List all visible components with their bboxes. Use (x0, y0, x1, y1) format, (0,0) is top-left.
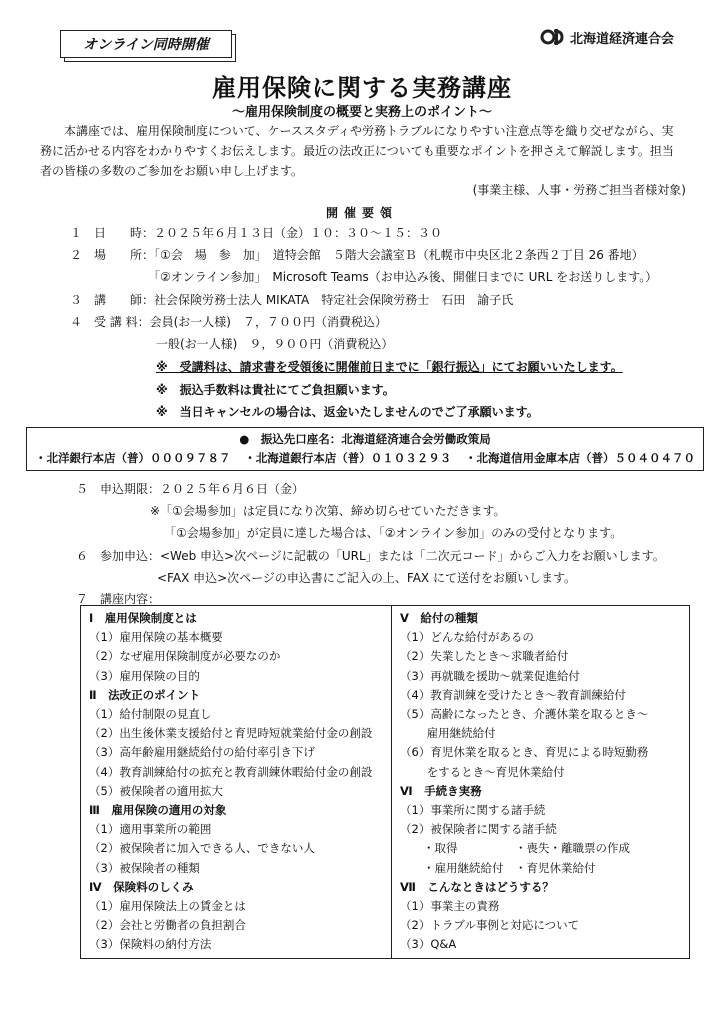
course-section-heading: Ⅰ 雇用保険制度とは (89, 611, 197, 625)
bank-account: ・北海道信用金庫本店（普）５０４０４７０ (465, 451, 695, 465)
course-item: （3）高年齢雇用継続給付の給付率引き下げ (89, 745, 315, 760)
course-item: （1）事業所に関する諸手続 (400, 803, 546, 817)
fee-row-2: 一般(お一人様) ９，９００円（消費税込） (156, 337, 394, 351)
course-item: （5）高齢になったとき、介護休業を取るとき～ (400, 707, 649, 721)
course-item: （2）なぜ雇用保険制度が必要なのか (89, 649, 281, 664)
course-section-heading: Ⅳ 保険料のしくみ (89, 879, 194, 894)
course-item: （1）給付制限の見直し (89, 707, 212, 721)
course-section-heading: Ⅲ 雇用保険の適用の対象 (89, 803, 227, 817)
course-item: （2）失業したとき～求職者給付 (400, 649, 569, 664)
place-row-2: 「②オンライン参加」 Microsoft Teams（お申込み後、開催日までに URL をお送りします。） (148, 270, 658, 284)
course-item: （3）保険料の納付方法 (89, 937, 212, 952)
fee-row-1: ４ 受 講 料：会員(お一人様) ７，７００円（消費税込） (70, 315, 387, 329)
course-item: （1）どんな給付があるの (400, 630, 534, 645)
course-item: （5）被保険者の適用拡大 (89, 783, 223, 798)
bank-account-box (26, 427, 704, 471)
course-item: （3）雇用保険の目的 (89, 668, 200, 683)
lecturer-row: ３ 講 師：社会保険労務士法人 MIKATA 特定社会保険労務士 石田 諭子氏 (70, 293, 514, 307)
course-item: 雇用継続給付 (400, 726, 496, 741)
course-table (80, 605, 690, 959)
bank-account: ・北洋銀行本店（普）０００９７８７ (35, 451, 231, 465)
logo-text: 北海道経済連合会 (569, 31, 674, 47)
course-item: （6）育児休業を取るとき、育児による時短勤務 (400, 745, 649, 760)
course-section-heading: Ⅱ 法改正のポイント (89, 687, 201, 702)
course-section-heading: Ⅶ こんなときはどうする？ (400, 879, 554, 894)
apply-row-2: <FAX 申込>次ページの申込書にご記入の上、FAX にて送付をお願いします。 (157, 571, 577, 585)
course-item: ・取得 ・喪失・離職票の作成 (400, 841, 630, 856)
course-column-left (81, 606, 392, 958)
course-label: ７ 講座内容： (76, 592, 161, 606)
course-item: （3）被保険者の種類 (89, 860, 200, 875)
course-item: （2）被保険者に加入できる人、できない人 (89, 841, 315, 856)
course-item: （1）適用事業所の範囲 (89, 822, 212, 837)
course-item: （1）雇用保険法上の賃金とは (89, 899, 246, 913)
note-cancel: ※ 当日キャンセルの場合は、返金いたしませんのでご了承願います。 (156, 405, 539, 419)
course-item: ・雇用継続給付 ・育児休業給付 (400, 860, 596, 875)
course-item: （3）Q&A (400, 937, 457, 952)
intro-paragraph: 本講座では、雇用保険制度について、ケーススタディや労務トラブルになりやすい注意点等を織り交ぜながら、実務に活かせる内容をわかりやすくお伝えします。最近の法改正についても重要なポイントを押さえて解説します。担当者の皆様の多数のご参加をお願い申し上げます。 (40, 124, 674, 178)
bank-accounts (27, 450, 703, 466)
place-row-1: ２ 場 所：「①会 場 参 加」 道特会館 ５階大会議室Ｂ（札幌市中央区北２条西２丁目 26 番地） (70, 248, 644, 262)
bank-title: ● 振込先口座名：北海道経済連合会労働政策局 (239, 432, 491, 446)
course-item: （2）出生後休業支援給付と育児時短就業給付金の創設 (89, 726, 373, 741)
apply-row-1: ６ 参加申込：<Web 申込>次ページに記載の「URL」または「二次元コード」からご入力をお願いします。 (76, 549, 665, 563)
note-payment: ※ 受講料は、請求書を受領後に開催前日までに「銀行振込」にてお願いいたします。 (156, 360, 623, 374)
date-row: １ 日 時：２０２５年６月１３日（金）１０：３０～１５：３０ (70, 226, 443, 240)
course-item: （2）会社と労働者の負担割合 (89, 918, 246, 933)
section-heading: 開催要領 (325, 206, 398, 220)
course-item: （1）雇用保険の基本概要 (89, 630, 223, 645)
course-item: （3）再就職を援助～就業促進給付 (400, 668, 580, 683)
target-audience: (事業主様、人事・労務ご担当者様対象) (472, 183, 686, 197)
organization-logo (540, 27, 674, 47)
course-item: をするとき～育児休業給付 (400, 764, 565, 779)
page-subtitle: ～雇用保険制度の概要と実務上のポイント～ (231, 105, 492, 120)
course-column-right (392, 606, 689, 958)
deadline-row: ５ 申込期限：２０２５年６月６日（金） (76, 482, 305, 496)
course-item: （2）トラブル事例と対応について (400, 918, 580, 933)
deadline-note-2: 「①会場参加」が定員に達した場合は、「②オンライン参加」のみの受付となります。 (164, 526, 623, 540)
course-item: （2）被保険者に関する諸手続 (400, 822, 557, 837)
course-section-heading: Ⅵ 手続き実務 (400, 783, 482, 798)
online-banner: オンライン同時開催 (60, 30, 232, 58)
note-fee: ※ 振込手数料は貴社にてご負担願います。 (156, 383, 395, 397)
course-section-heading: Ⅴ 給付の種類 (400, 611, 478, 625)
page-title: 雇用保険に関する実務講座 (212, 74, 512, 102)
course-item: （4）教育訓練給付の拡充と教育訓練休暇給付金の創設 (89, 764, 373, 779)
course-item: （4）教育訓練を受けたとき～教育訓練給付 (400, 687, 626, 702)
course-item: （1）事業主の責務 (400, 899, 500, 913)
deadline-note-1: ※「①会場参加」は定員になり次第、締め切らせていただきます。 (150, 504, 506, 518)
bank-account: ・北海道銀行本店（普）０１０３２９３ (244, 451, 452, 465)
logo-mark-icon (540, 27, 564, 47)
